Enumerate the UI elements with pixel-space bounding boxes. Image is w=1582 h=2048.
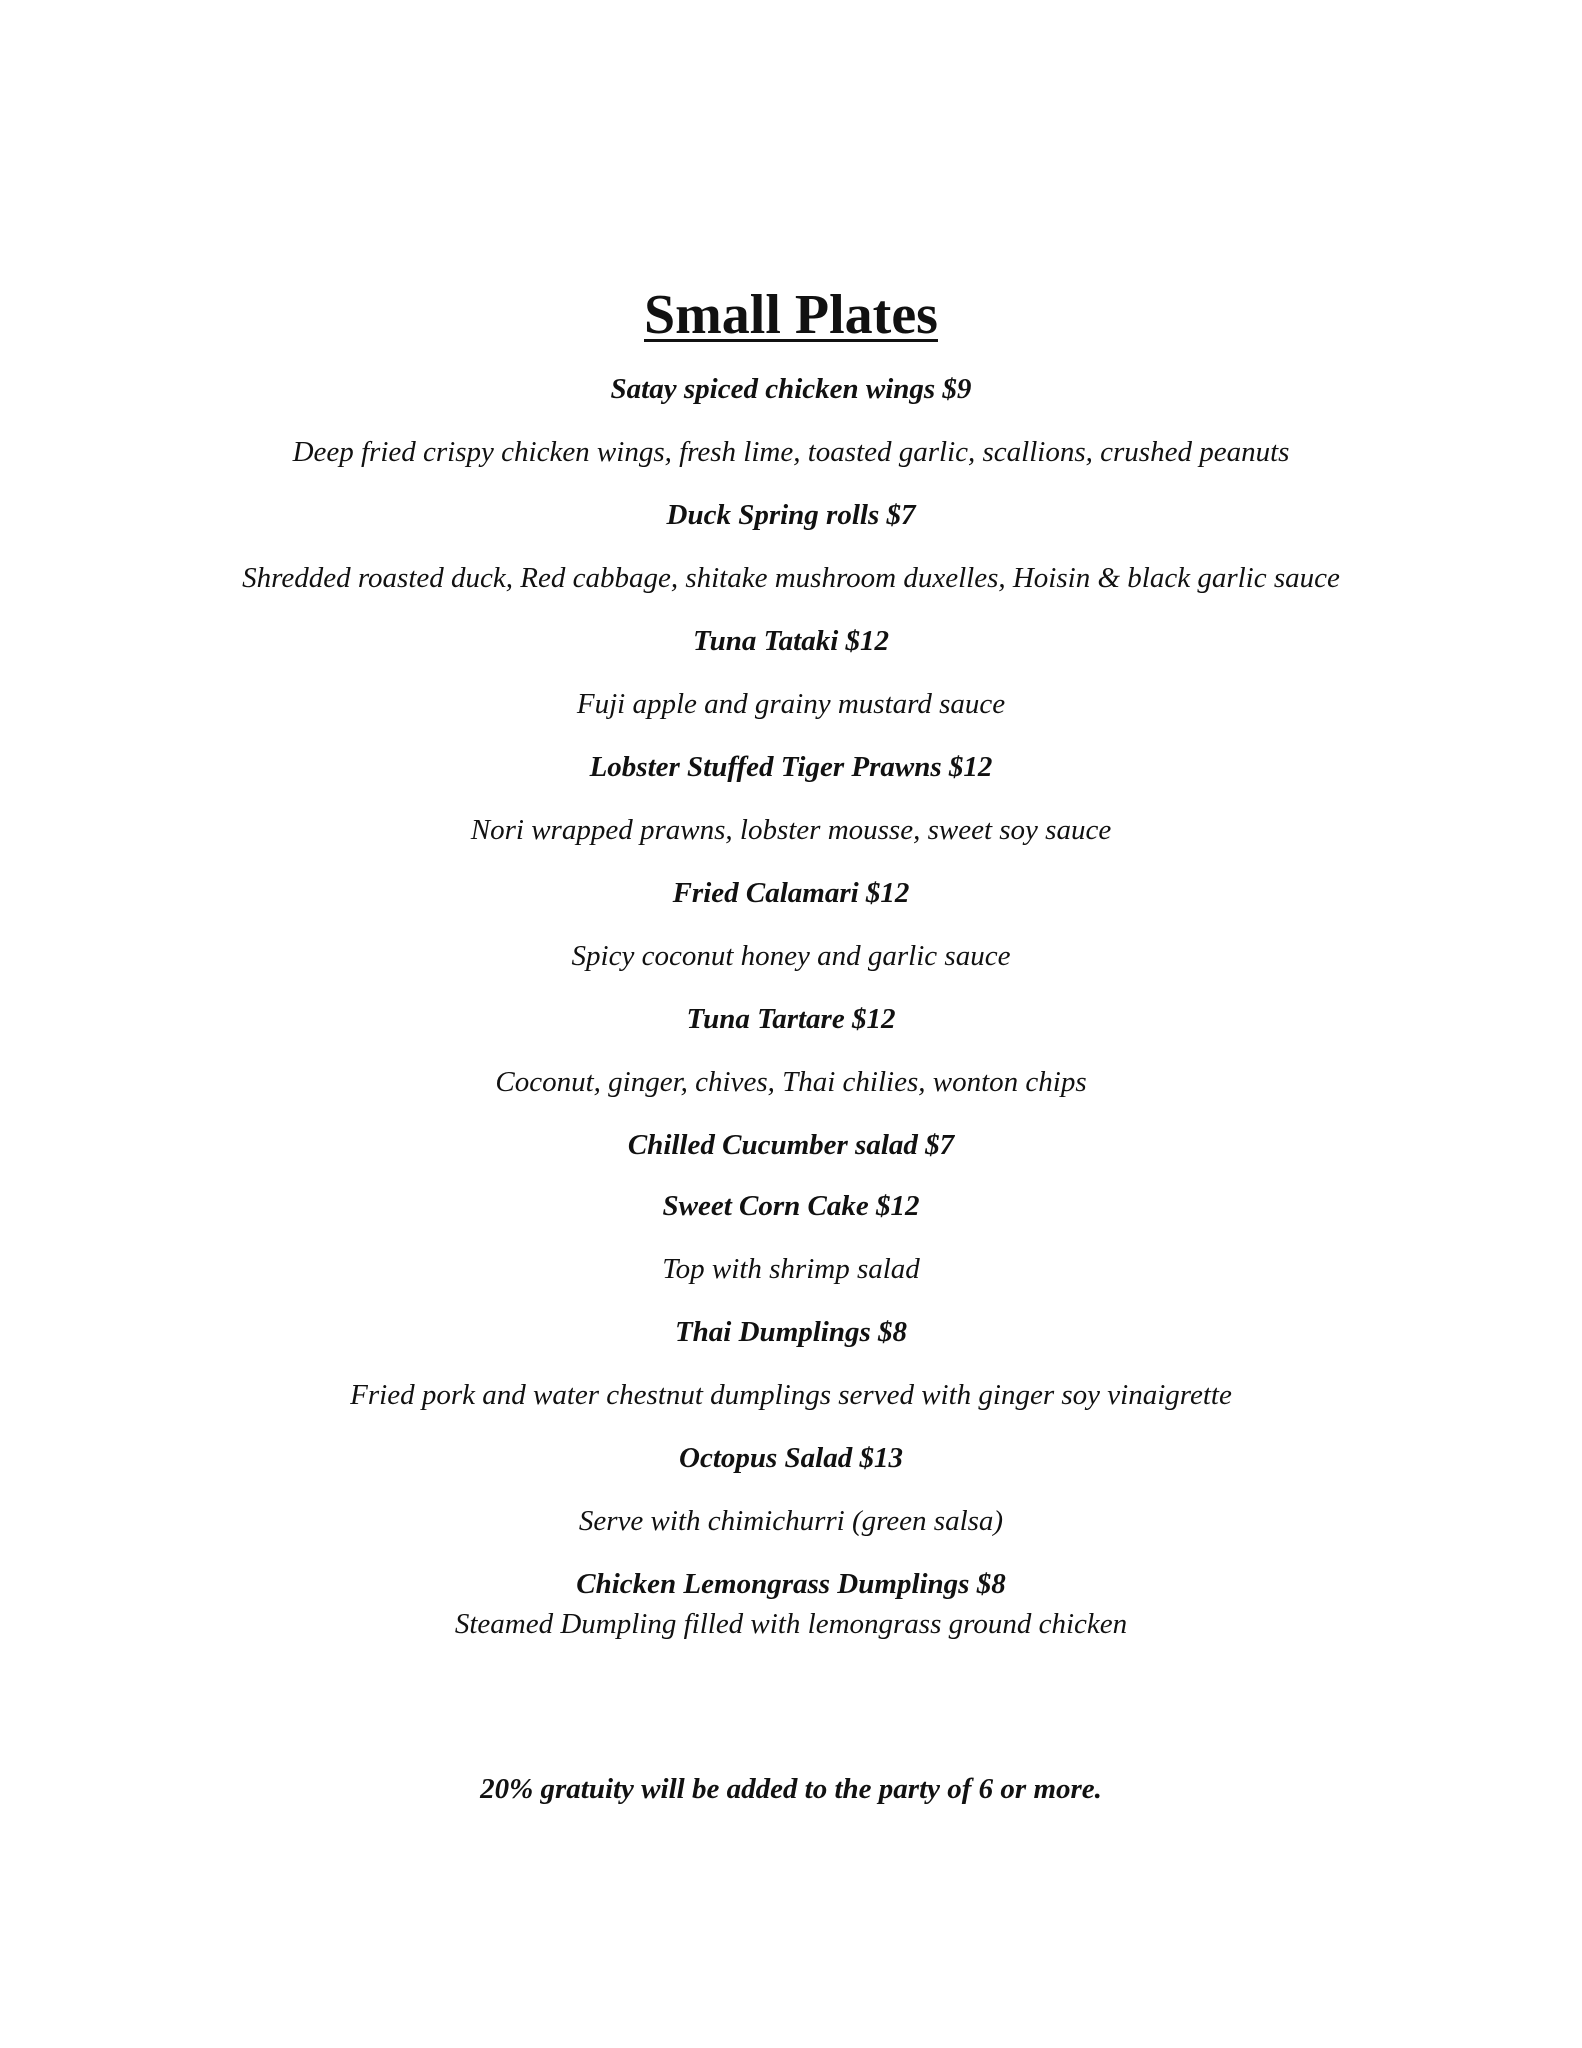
- page-title: Small Plates: [644, 284, 938, 346]
- gratuity-note: 20% gratuity will be added to the party of 6 or more.: [480, 1773, 1102, 1805]
- menu-item-name: Octopus Salad $13: [679, 1442, 903, 1474]
- menu-item-description: Deep fried crispy chicken wings, fresh lime, toasted garlic, scallions, crushed peanuts: [292, 436, 1290, 468]
- menu-item-description: Shredded roasted duck, Red cabbage, shitake mushroom duxelles, Hoisin & black garlic sauce: [242, 562, 1340, 594]
- menu-item-description: Steamed Dumpling filled with lemongrass ground chicken: [454, 1608, 1128, 1640]
- menu-item-description: Fried pork and water chestnut dumplings served with ginger soy vinaigrette: [350, 1379, 1232, 1411]
- menu-item-description: Top with shrimp salad: [662, 1253, 920, 1285]
- menu-list: [200, 370, 1382, 1668]
- menu-item-name: Tuna Tataki $12: [692, 625, 890, 657]
- menu-item-description: Coconut, ginger, chives, Thai chilies, wonton chips: [495, 1066, 1087, 1098]
- menu-item-name: Chilled Cucumber salad $7: [627, 1129, 955, 1161]
- menu-item-description: Serve with chimichurri (green salsa): [578, 1505, 1004, 1537]
- menu-item-name: Thai Dumplings $8: [674, 1316, 908, 1348]
- menu-item-name: Chicken Lemongrass Dumplings $8: [576, 1568, 1006, 1600]
- menu-item-name: Duck Spring rolls $7: [666, 499, 916, 531]
- menu-item-name: Fried Calamari $12: [672, 877, 910, 909]
- menu-item-description: Spicy coconut honey and garlic sauce: [571, 940, 1011, 972]
- menu-item-name: Lobster Stuffed Tiger Prawns $12: [589, 751, 993, 783]
- menu-item-description: Fuji apple and grainy mustard sauce: [576, 688, 1006, 720]
- menu-item-name: Sweet Corn Cake $12: [662, 1190, 920, 1222]
- menu-item-name: Satay spiced chicken wings $9: [610, 373, 972, 405]
- menu-item-description: Nori wrapped prawns, lobster mousse, sweet soy sauce: [470, 814, 1112, 846]
- menu-item-name: Tuna Tartare $12: [686, 1003, 896, 1035]
